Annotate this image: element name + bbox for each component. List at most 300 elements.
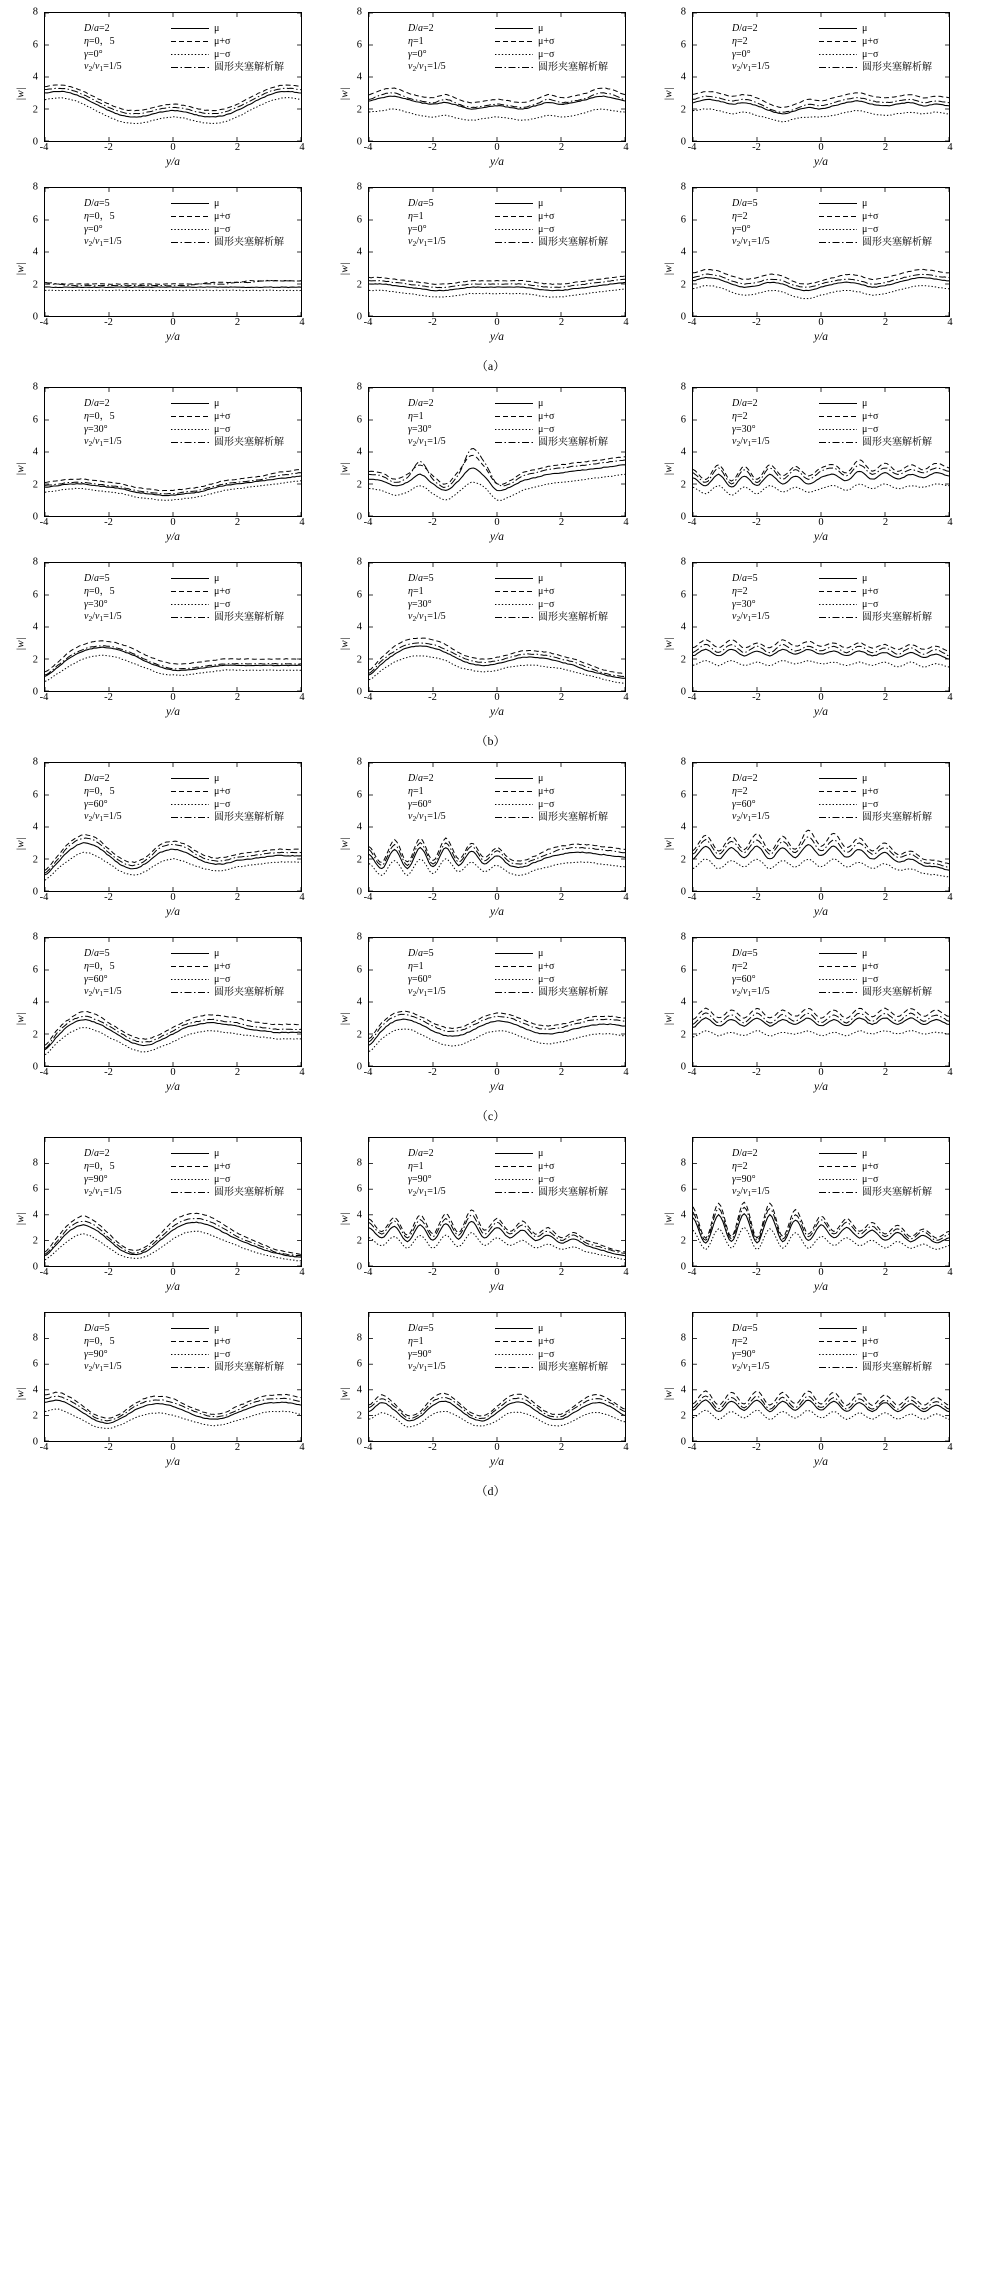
plot-area — [368, 762, 626, 892]
legend-swatch — [494, 61, 534, 74]
param-label: γ=60° — [732, 974, 756, 985]
y-tick-label: 8 — [680, 381, 686, 393]
y-tick-label: 0 — [356, 1261, 362, 1273]
legend-swatch — [494, 1173, 534, 1186]
param-label: $v_2/v_1=1/5$ — [84, 436, 122, 448]
y-tick-label: 6 — [680, 214, 686, 225]
x-tick-label: 0 — [818, 142, 824, 153]
panel-legend — [84, 397, 330, 449]
legend-swatch — [170, 223, 210, 236]
chart-panel — [334, 181, 647, 356]
legend-swatch — [818, 210, 858, 223]
legend-swatch — [494, 236, 534, 249]
param-label: D/a=2 — [732, 23, 758, 34]
param-label: D/a=5 — [408, 573, 434, 584]
legend-row — [408, 811, 654, 824]
y-tick-label: 8 — [32, 6, 38, 18]
panel-cell — [10, 1306, 323, 1481]
x-tick-label: 0 — [818, 517, 824, 528]
x-axis-label: y/a — [489, 156, 505, 168]
y-tick-label: 4 — [356, 1384, 362, 1396]
legend-swatch — [494, 423, 534, 436]
y-tick-label: 8 — [680, 6, 686, 18]
x-tick-label: -4 — [363, 142, 373, 153]
x-tick-label: -2 — [428, 1267, 437, 1278]
x-axis-ticks — [687, 692, 953, 706]
param-label: η=2 — [732, 586, 748, 597]
legend-label: μ — [862, 1323, 868, 1334]
x-tick-label: -2 — [752, 892, 761, 903]
panel-legend — [732, 947, 978, 999]
legend-label: 圆形夹塞解析解 — [214, 987, 284, 998]
plot-area — [44, 562, 302, 692]
param-label: η=2 — [732, 961, 748, 972]
y-tick-label: 6 — [680, 414, 686, 425]
x-tick-label: 4 — [299, 692, 305, 703]
x-tick-label: 4 — [623, 892, 629, 903]
legend-label: μ+σ — [214, 586, 231, 597]
legend-swatch — [170, 611, 210, 624]
y-tick-label: 2 — [356, 479, 362, 490]
legend-label: μ−σ — [214, 1174, 231, 1185]
y-tick-label: 0 — [680, 1261, 686, 1273]
param-label: D/a=2 — [408, 773, 434, 784]
y-axis-ticks — [658, 556, 688, 698]
panel-cell — [658, 556, 971, 731]
panel-legend — [732, 772, 978, 824]
y-tick-label: 4 — [32, 1209, 38, 1221]
y-axis-label: |w| — [14, 86, 27, 101]
y-tick-label: 8 — [356, 556, 362, 568]
y-tick-label: 0 — [32, 1436, 38, 1448]
x-tick-label: 2 — [882, 1067, 889, 1078]
legend-swatch — [818, 436, 858, 449]
legend-row — [408, 772, 654, 785]
legend-swatch — [494, 1348, 534, 1361]
legend-label: μ — [862, 948, 868, 959]
y-tick-label: 2 — [680, 279, 686, 290]
plot-area — [368, 187, 626, 317]
panel-legend — [732, 572, 978, 624]
y-tick-label: 2 — [680, 104, 686, 115]
legend-row — [84, 585, 330, 598]
y-tick-label: 4 — [356, 821, 362, 833]
x-axis-label: y/a — [165, 1081, 181, 1093]
legend-swatch — [494, 210, 534, 223]
panel-cell — [334, 381, 647, 556]
y-tick-label: 6 — [680, 589, 686, 600]
panel-legend — [732, 397, 978, 449]
y-tick-label: 4 — [680, 621, 686, 633]
param-label: η=1 — [408, 411, 424, 422]
param-label: η=0，5 — [84, 586, 115, 597]
y-tick-label: 4 — [32, 71, 38, 83]
x-tick-label: -2 — [104, 1442, 113, 1453]
legend-swatch — [494, 611, 534, 624]
legend-swatch — [494, 35, 534, 48]
y-axis-ticks — [334, 931, 364, 1073]
legend-label: μ — [538, 948, 544, 959]
legend-swatch — [170, 811, 210, 824]
x-tick-label: 0 — [494, 1442, 500, 1453]
y-tick-label: 8 — [32, 556, 38, 568]
x-tick-label: 0 — [170, 1442, 176, 1453]
plot-area — [692, 387, 950, 517]
panel-cell — [658, 756, 971, 931]
y-tick-label: 2 — [680, 854, 686, 865]
y-tick-label: 2 — [356, 1235, 362, 1247]
legend-label: μ+σ — [538, 786, 555, 797]
legend-label: μ — [538, 773, 544, 784]
param-label: $v_2/v_1=1/5$ — [732, 1361, 770, 1373]
panel-cell — [334, 6, 647, 181]
x-tick-label: -4 — [687, 692, 697, 703]
legend-label: μ−σ — [214, 1349, 231, 1360]
group-label: （d） — [475, 1484, 506, 1498]
y-axis-label: |w| — [662, 1211, 675, 1226]
x-tick-label: 2 — [234, 692, 241, 703]
panel-cell — [658, 381, 971, 556]
param-label: η=0，5 — [84, 1161, 115, 1172]
x-tick-label: 0 — [494, 517, 500, 528]
x-tick-label: 4 — [947, 142, 953, 153]
y-tick-label: 2 — [32, 1029, 38, 1040]
x-tick-label: 0 — [818, 692, 824, 703]
x-tick-label: 2 — [234, 1267, 241, 1278]
x-axis-ticks — [363, 317, 629, 331]
param-label: D/a=2 — [84, 1148, 110, 1159]
legend-label: μ — [214, 398, 220, 409]
param-label: γ=0° — [408, 224, 427, 235]
x-tick-label: 0 — [170, 892, 176, 903]
legend-label: μ−σ — [214, 49, 231, 60]
legend-label: 圆形夹塞解析解 — [538, 62, 608, 73]
legend-label: μ+σ — [538, 211, 555, 222]
legend-row — [732, 197, 978, 210]
legend-row — [732, 410, 978, 423]
chart-panel — [10, 931, 323, 1106]
legend-swatch — [494, 572, 534, 585]
x-tick-label: 2 — [882, 142, 889, 153]
x-tick-label: 2 — [882, 1267, 889, 1278]
x-axis-label: y/a — [489, 1456, 505, 1468]
legend-row — [408, 210, 654, 223]
legend-swatch — [170, 410, 210, 423]
x-axis-label: y/a — [165, 1281, 181, 1293]
y-axis-ticks — [658, 931, 688, 1073]
legend-swatch — [170, 236, 210, 249]
x-tick-label: 0 — [170, 517, 176, 528]
panel-cell — [658, 1131, 971, 1306]
legend-label: μ+σ — [862, 411, 879, 422]
legend-swatch — [170, 423, 210, 436]
y-tick-label: 0 — [32, 686, 38, 698]
legend-row — [408, 785, 654, 798]
panel-legend — [408, 1322, 654, 1374]
x-tick-label: 2 — [234, 317, 241, 328]
x-tick-label: -2 — [428, 1067, 437, 1078]
legend-swatch — [170, 35, 210, 48]
y-tick-label: 4 — [356, 71, 362, 83]
legend-row — [732, 585, 978, 598]
chart-panel — [334, 1306, 647, 1481]
param-label: D/a=5 — [732, 948, 758, 959]
x-tick-label: 2 — [234, 1442, 241, 1453]
y-tick-label: 8 — [356, 1332, 362, 1344]
y-axis-ticks — [334, 6, 364, 148]
x-axis-ticks — [687, 1067, 953, 1081]
x-tick-label: -4 — [363, 1067, 373, 1078]
y-axis-ticks — [334, 181, 364, 323]
legend-label: μ−σ — [862, 424, 879, 435]
x-tick-label: -2 — [752, 1067, 761, 1078]
legend-swatch — [494, 397, 534, 410]
legend-swatch — [818, 61, 858, 74]
legend-row — [84, 436, 330, 449]
x-axis-label: y/a — [165, 706, 181, 718]
panel-row — [10, 6, 971, 181]
legend-swatch — [494, 772, 534, 785]
y-tick-label: 0 — [680, 311, 686, 323]
plot-area — [692, 937, 950, 1067]
legend-label: 圆形夹塞解析解 — [538, 812, 608, 823]
y-axis-ticks — [334, 381, 364, 523]
chart-panel — [658, 756, 971, 931]
y-tick-label: 8 — [356, 381, 362, 393]
y-tick-label: 0 — [356, 1061, 362, 1073]
legend-swatch — [494, 785, 534, 798]
param-label: $v_2/v_1=1/5$ — [732, 436, 770, 448]
legend-swatch — [818, 1361, 858, 1374]
y-axis-label: |w| — [14, 836, 27, 851]
legend-label: μ−σ — [538, 49, 555, 60]
panel-row — [10, 556, 971, 731]
x-axis-label: y/a — [813, 706, 829, 718]
y-tick-label: 0 — [32, 886, 38, 898]
legend-row — [408, 61, 654, 74]
x-tick-label: 0 — [818, 1067, 824, 1078]
panel-cell — [10, 756, 323, 931]
x-tick-label: 4 — [623, 1067, 629, 1078]
x-axis-label: y/a — [489, 1281, 505, 1293]
param-label: $v_2/v_1=1/5$ — [732, 986, 770, 998]
param-label: γ=60° — [84, 799, 108, 810]
x-axis-ticks — [687, 892, 953, 906]
y-tick-label: 0 — [356, 886, 362, 898]
legend-swatch — [494, 48, 534, 61]
legend-label: μ+σ — [538, 1161, 555, 1172]
legend-label: μ−σ — [862, 599, 879, 610]
legend-swatch — [494, 197, 534, 210]
legend-label: 圆形夹塞解析解 — [538, 612, 608, 623]
x-tick-label: 2 — [558, 892, 565, 903]
legend-row — [408, 611, 654, 624]
plot-area — [692, 12, 950, 142]
legend-row — [84, 785, 330, 798]
plot-area — [692, 562, 950, 692]
legend-swatch — [494, 410, 534, 423]
y-axis-ticks — [658, 181, 688, 323]
legend-swatch — [818, 572, 858, 585]
legend-swatch — [818, 223, 858, 236]
x-axis-ticks — [363, 692, 629, 706]
x-tick-label: -2 — [104, 1067, 113, 1078]
legend-label: μ+σ — [862, 961, 879, 972]
y-tick-label: 4 — [680, 71, 686, 83]
legend-label: μ — [214, 773, 220, 784]
legend-label: μ — [862, 1148, 868, 1159]
panel-legend — [408, 397, 654, 449]
param-label: D/a=5 — [84, 1323, 110, 1334]
legend-swatch — [494, 1160, 534, 1173]
plot-area — [368, 562, 626, 692]
y-tick-label: 8 — [32, 1332, 38, 1344]
y-tick-label: 0 — [680, 686, 686, 698]
legend-label: μ−σ — [862, 1174, 879, 1185]
panel-legend — [732, 22, 978, 74]
y-tick-label: 4 — [680, 1384, 686, 1396]
legend-label: μ — [538, 398, 544, 409]
panel-legend — [84, 572, 330, 624]
y-tick-label: 8 — [680, 181, 686, 193]
param-label: D/a=2 — [732, 773, 758, 784]
panel-cell — [10, 6, 323, 181]
param-label: η=1 — [408, 1336, 424, 1347]
legend-label: μ+σ — [538, 36, 555, 47]
param-label: γ=60° — [84, 974, 108, 985]
x-axis-ticks — [363, 1067, 629, 1081]
legend-row — [732, 1147, 978, 1160]
panel-cell — [334, 1131, 647, 1306]
x-tick-label: 0 — [170, 1267, 176, 1278]
x-axis-ticks — [39, 142, 305, 156]
legend-row — [84, 22, 330, 35]
param-label: γ=0° — [84, 224, 103, 235]
legend-label: μ+σ — [538, 411, 555, 422]
legend-swatch — [170, 1160, 210, 1173]
x-tick-label: -2 — [428, 692, 437, 703]
x-axis-label: y/a — [813, 1281, 829, 1293]
x-tick-label: 2 — [882, 692, 889, 703]
legend-swatch — [818, 22, 858, 35]
x-tick-label: 2 — [234, 517, 241, 528]
y-tick-label: 0 — [680, 1061, 686, 1073]
legend-label: μ−σ — [214, 224, 231, 235]
legend-swatch — [170, 947, 210, 960]
legend-label: 圆形夹塞解析解 — [538, 987, 608, 998]
legend-label: 圆形夹塞解析解 — [214, 237, 284, 248]
y-axis-ticks — [658, 756, 688, 898]
x-tick-label: -2 — [104, 517, 113, 528]
chart-panel — [658, 1306, 971, 1481]
legend-row — [408, 236, 654, 249]
y-tick-label: 0 — [32, 1261, 38, 1273]
group-label: （c） — [475, 1109, 506, 1123]
y-tick-label: 0 — [356, 136, 362, 148]
legend-row — [732, 22, 978, 35]
legend-label: μ — [214, 573, 220, 584]
y-axis-ticks — [658, 6, 688, 148]
legend-swatch — [170, 1173, 210, 1186]
legend-label: μ+σ — [538, 1336, 555, 1347]
legend-label: μ — [538, 23, 544, 34]
legend-row — [732, 611, 978, 624]
legend-swatch — [170, 436, 210, 449]
y-tick-label: 6 — [32, 39, 38, 50]
legend-row — [408, 960, 654, 973]
legend-swatch — [170, 1147, 210, 1160]
y-axis-ticks — [334, 756, 364, 898]
legend-row — [732, 397, 978, 410]
legend-label: μ — [862, 398, 868, 409]
y-axis-label: |w| — [338, 1011, 351, 1026]
legend-row — [732, 986, 978, 999]
param-label: γ=30° — [84, 599, 108, 610]
legend-row — [732, 1335, 978, 1348]
chart-panel — [10, 181, 323, 356]
param-label: γ=0° — [732, 49, 751, 60]
y-tick-label: 6 — [32, 214, 38, 225]
param-label: D/a=2 — [84, 773, 110, 784]
param-label: $v_2/v_1=1/5$ — [408, 61, 446, 73]
legend-label: μ — [862, 23, 868, 34]
legend-row — [408, 1361, 654, 1374]
x-tick-label: 4 — [947, 1442, 953, 1453]
legend-swatch — [818, 811, 858, 824]
y-tick-label: 2 — [32, 279, 38, 290]
x-axis-label: y/a — [165, 1456, 181, 1468]
y-tick-label: 8 — [32, 756, 38, 768]
legend-row — [408, 436, 654, 449]
chart-panel — [10, 756, 323, 931]
y-tick-label: 6 — [32, 1183, 38, 1195]
plot-area — [368, 1312, 626, 1442]
x-tick-label: 4 — [947, 317, 953, 328]
legend-row — [408, 197, 654, 210]
x-axis-label: y/a — [489, 906, 505, 918]
x-axis-label: y/a — [813, 331, 829, 343]
y-axis-label: |w| — [14, 461, 27, 476]
legend-row — [408, 1160, 654, 1173]
x-axis-ticks — [39, 1067, 305, 1081]
y-tick-label: 0 — [680, 1436, 686, 1448]
legend-swatch — [494, 960, 534, 973]
param-label: D/a=2 — [732, 398, 758, 409]
panel-cell — [10, 931, 323, 1106]
param-label: γ=60° — [408, 974, 432, 985]
x-tick-label: -2 — [104, 142, 113, 153]
param-label: D/a=5 — [408, 1323, 434, 1334]
x-tick-label: -4 — [363, 892, 373, 903]
panel-cell — [658, 6, 971, 181]
chart-panel — [658, 181, 971, 356]
y-tick-label: 4 — [356, 446, 362, 458]
legend-row — [732, 61, 978, 74]
x-tick-label: -4 — [687, 1067, 697, 1078]
param-label: η=1 — [408, 36, 424, 47]
x-tick-label: 2 — [558, 142, 565, 153]
legend-label: μ — [538, 198, 544, 209]
param-label: D/a=5 — [732, 573, 758, 584]
legend-swatch — [170, 973, 210, 986]
x-tick-label: 0 — [494, 1067, 500, 1078]
y-axis-ticks — [334, 1306, 364, 1448]
y-tick-label: 0 — [32, 311, 38, 323]
chart-panel — [334, 6, 647, 181]
legend-label: 圆形夹塞解析解 — [862, 62, 932, 73]
legend-row — [408, 572, 654, 585]
group-label: （b） — [475, 734, 506, 748]
